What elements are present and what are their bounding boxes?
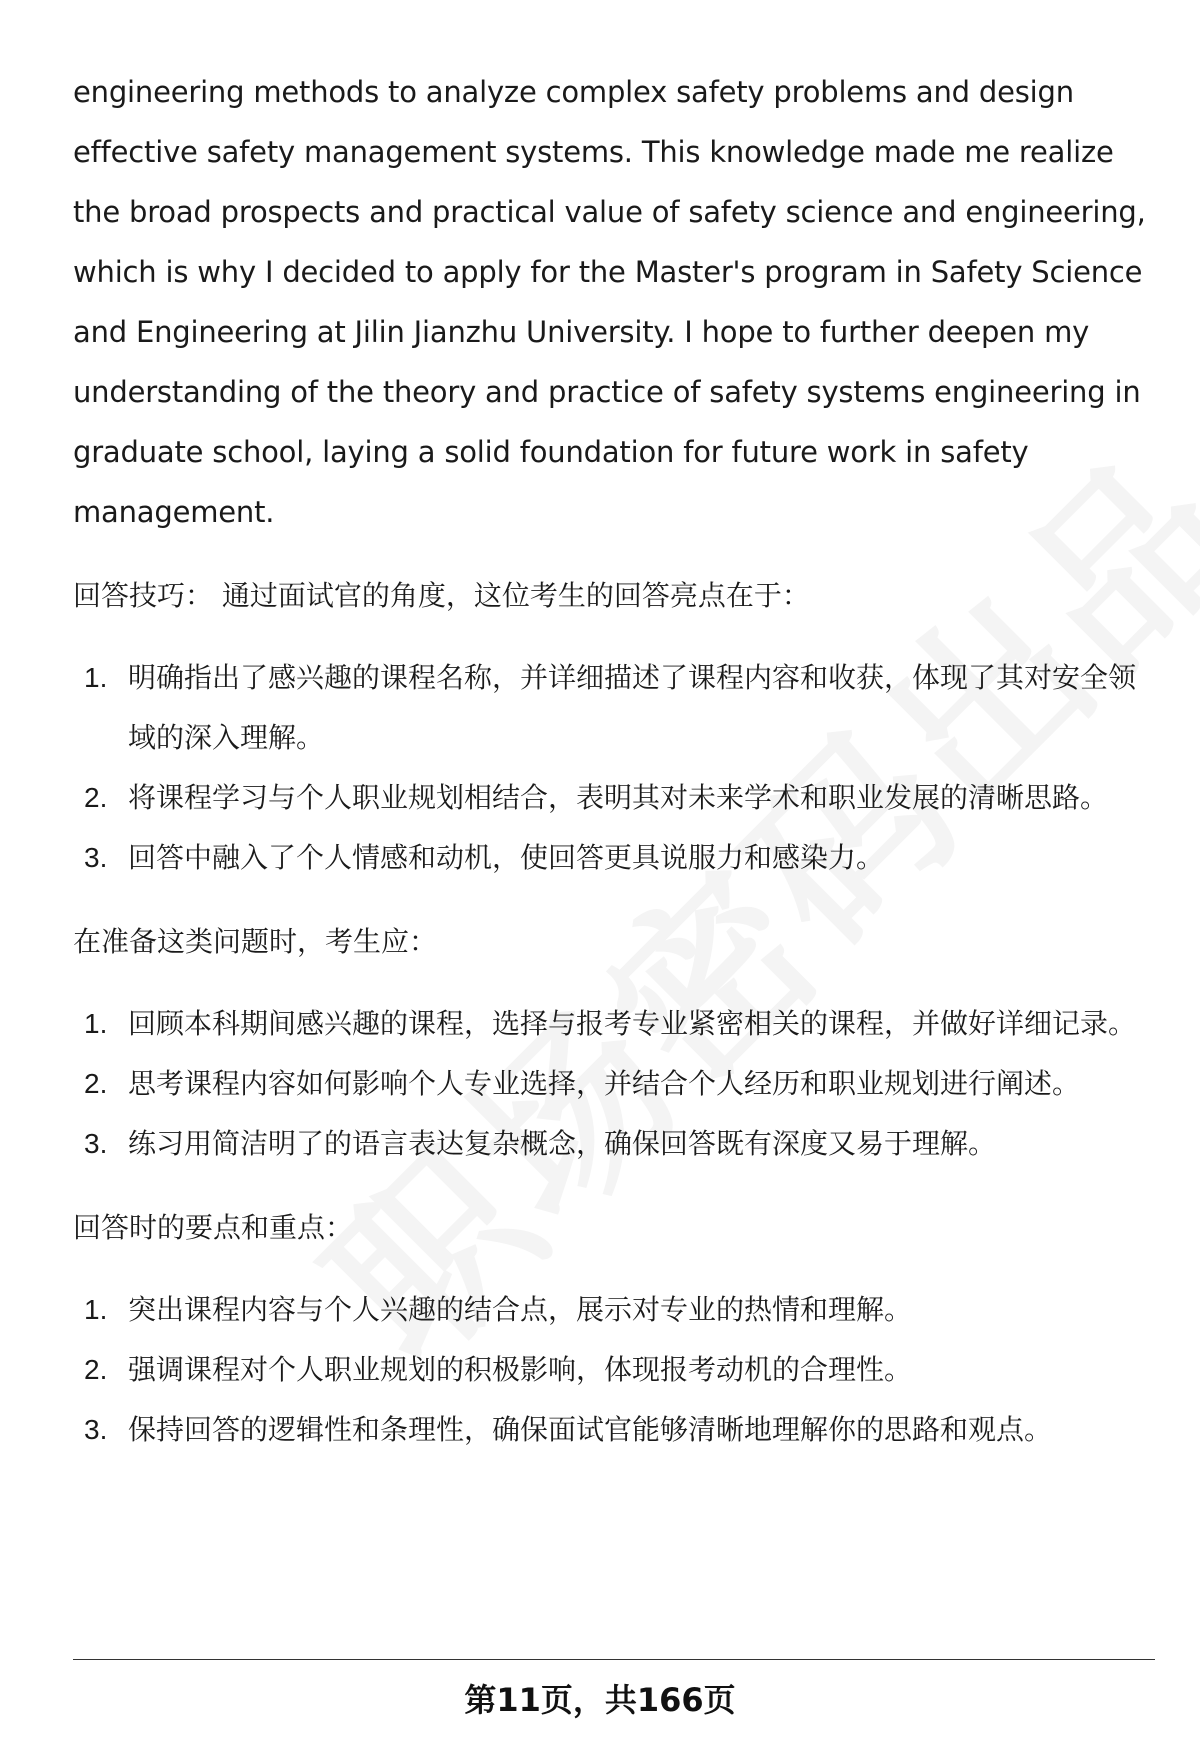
- section-heading-key-points: 回答时的要点和重点：: [73, 1211, 354, 1244]
- list-item-text: 练习用简洁明了的语言表达复杂概念，确保回答既有深度又易于理解。: [128, 1127, 997, 1160]
- section-heading-preparation: 在准备这类问题时，考生应：: [73, 925, 438, 958]
- list-item-text: 保持回答的逻辑性和条理性，确保面试官能够清晰地理解你的思路和观点。: [128, 1413, 1053, 1446]
- list-item-number: 2.: [84, 1068, 108, 1099]
- preparation-list: [73, 994, 1153, 1174]
- list-item-number: 3.: [84, 1128, 108, 1159]
- list-item-number: 1.: [84, 1294, 108, 1325]
- list-item-text: 将课程学习与个人职业规划相结合，表明其对未来学术和职业发展的清晰思路。: [128, 781, 1109, 814]
- list-item-number: 3.: [84, 842, 108, 873]
- list-item: [73, 1400, 1153, 1460]
- list-item-text: 突出课程内容与个人兴趣的结合点，展示对专业的热情和理解。: [128, 1293, 913, 1326]
- list-item-text: 强调课程对个人职业规划的积极影响，体现报考动机的合理性。: [128, 1353, 913, 1386]
- section-heading-answer-tips: 回答技巧： 通过面试官的角度，这位考生的回答亮点在于：: [73, 579, 810, 612]
- list-item: [73, 768, 1153, 828]
- list-item-number: 2.: [84, 782, 108, 813]
- page-content: [73, 62, 1153, 1460]
- list-item-number: 2.: [84, 1354, 108, 1385]
- list-item: [73, 1280, 1153, 1340]
- footer-divider: [73, 1659, 1155, 1660]
- list-item-text: 回顾本科期间感兴趣的课程，选择与报考专业紧密相关的课程，并做好详细记录。: [128, 1007, 1137, 1040]
- list-item-text: 思考课程内容如何影响个人专业选择，并结合个人经历和职业规划进行阐述。: [128, 1067, 1081, 1100]
- list-item-number: 1.: [84, 1008, 108, 1039]
- list-item: [73, 1054, 1153, 1114]
- list-item: [73, 1114, 1153, 1174]
- intro-paragraph: engineering methods to analyze complex safety problems and design effective safety management systems. This knowledge made me realize the broad prospects and practical value of safety science and engineering, which is why I decided to apply for the Master's program in Safety Science and Engineering at Jilin Jianzhu University. I hope to further deepen my understanding of the theory and practice of safety systems engineering in graduate school, laying a solid foundation for future work in safety management.: [73, 75, 1146, 529]
- list-item-text: 明确指出了感兴趣的课程名称，并详细描述了课程内容和收获，体现了其对安全领域的深入理解。: [128, 661, 1137, 754]
- list-item: [73, 994, 1153, 1054]
- list-item-text: 回答中融入了个人情感和动机，使回答更具说服力和感染力。: [128, 841, 885, 874]
- list-item-number: 3.: [84, 1414, 108, 1445]
- list-item: [73, 1340, 1153, 1400]
- list-item: [73, 828, 1153, 888]
- answer-tips-list: [73, 648, 1153, 888]
- list-item-number: 1.: [84, 662, 108, 693]
- page-number-footer: 第11页，共166页: [464, 1681, 736, 1719]
- list-item: [73, 648, 1153, 768]
- key-points-list: [73, 1280, 1153, 1460]
